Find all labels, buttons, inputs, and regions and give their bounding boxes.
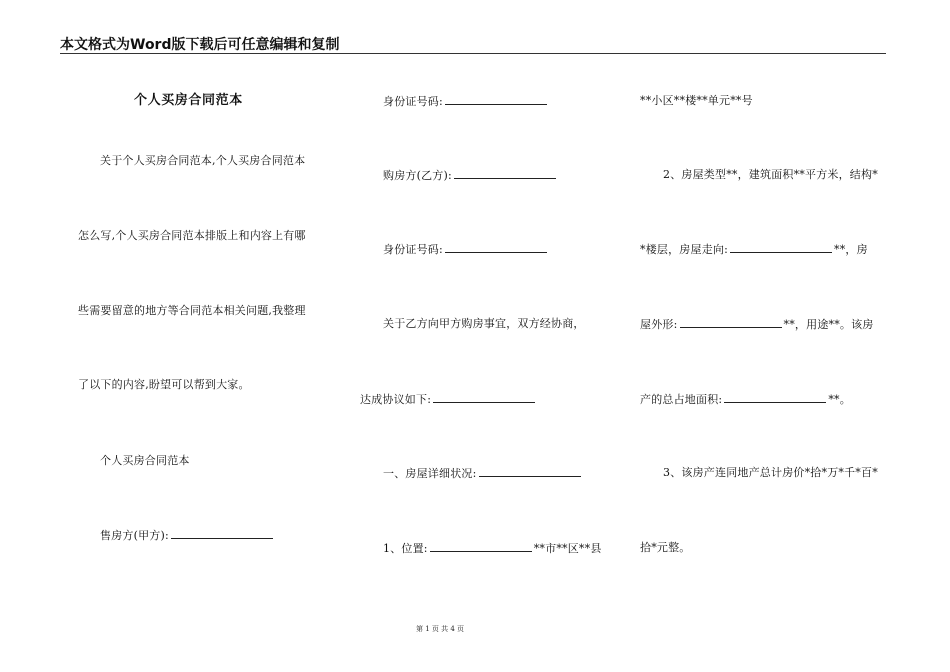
item2-line-1: 2、房屋类型**，建筑面积**平方米，结构*	[663, 168, 878, 181]
area-label: 产的总占地面积:	[640, 393, 723, 406]
seller-id-blank	[445, 94, 547, 105]
agreement-line-1: 关于乙方向甲方购房事宜，双方经协商，	[383, 317, 585, 330]
item2-line-4	[640, 392, 851, 407]
address-line: **小区**楼**单元**号	[640, 94, 753, 107]
buyer-id-blank	[445, 242, 547, 253]
location-field	[383, 541, 602, 556]
buyer-label: 购房方(乙方):	[383, 169, 452, 182]
contract-subtitle: 个人买房合同范本	[100, 454, 190, 467]
agreement-label: 达成协议如下:	[360, 393, 432, 406]
location-label: 1、位置:	[383, 542, 428, 555]
floor-label: *楼层，房屋走向:	[640, 243, 729, 256]
section1-field	[383, 466, 583, 481]
buyer-id-label: 身份证号码:	[383, 243, 443, 256]
seller-id-label: 身份证号码:	[383, 95, 443, 108]
buyer-field	[383, 168, 558, 183]
seller-blank	[171, 528, 273, 539]
item3-line-1: 3、该房产连同地产总计房价*拾*万*千*百*	[663, 466, 878, 479]
section1-label: 一、房屋详细状况:	[383, 467, 477, 480]
agreement-blank	[433, 392, 535, 403]
item2-line-3	[640, 317, 874, 332]
seller-id-field	[383, 94, 549, 109]
location-suffix: **市**区**县	[533, 542, 602, 555]
item2-line-2	[640, 242, 868, 257]
shape-suffix: **，用途**。该房	[783, 318, 874, 331]
orientation-blank	[730, 242, 832, 253]
intro-line-4: 了以下的内容,盼望可以帮到大家。	[78, 378, 250, 391]
intro-line-1: 关于个人买房合同范本,个人买房合同范本	[100, 154, 306, 167]
document-title: 个人买房合同范本	[134, 93, 243, 108]
page-number: 第 1 页 共 4 页	[415, 625, 465, 633]
agreement-line-2	[360, 392, 537, 407]
floor-suffix: **，房	[834, 243, 868, 256]
item3-line-2: 拾*元整。	[640, 541, 691, 554]
section1-blank	[479, 466, 581, 477]
shape-blank	[680, 317, 782, 328]
header-divider	[60, 53, 886, 54]
buyer-blank	[454, 168, 556, 179]
intro-line-3: 些需要留意的地方等合同范本相关问题,我整理	[78, 304, 306, 317]
document-header: 本文格式为Word版下载后可任意编辑和复制	[60, 37, 340, 53]
shape-label: 屋外形:	[640, 318, 678, 331]
seller-field	[100, 528, 275, 543]
area-suffix: **。	[828, 393, 851, 406]
area-blank	[724, 392, 826, 403]
seller-label: 售房方(甲方):	[100, 529, 169, 542]
buyer-id-field	[383, 242, 549, 257]
intro-line-2: 怎么写,个人买房合同范本排版上和内容上有哪	[78, 229, 306, 242]
location-blank	[430, 541, 532, 552]
